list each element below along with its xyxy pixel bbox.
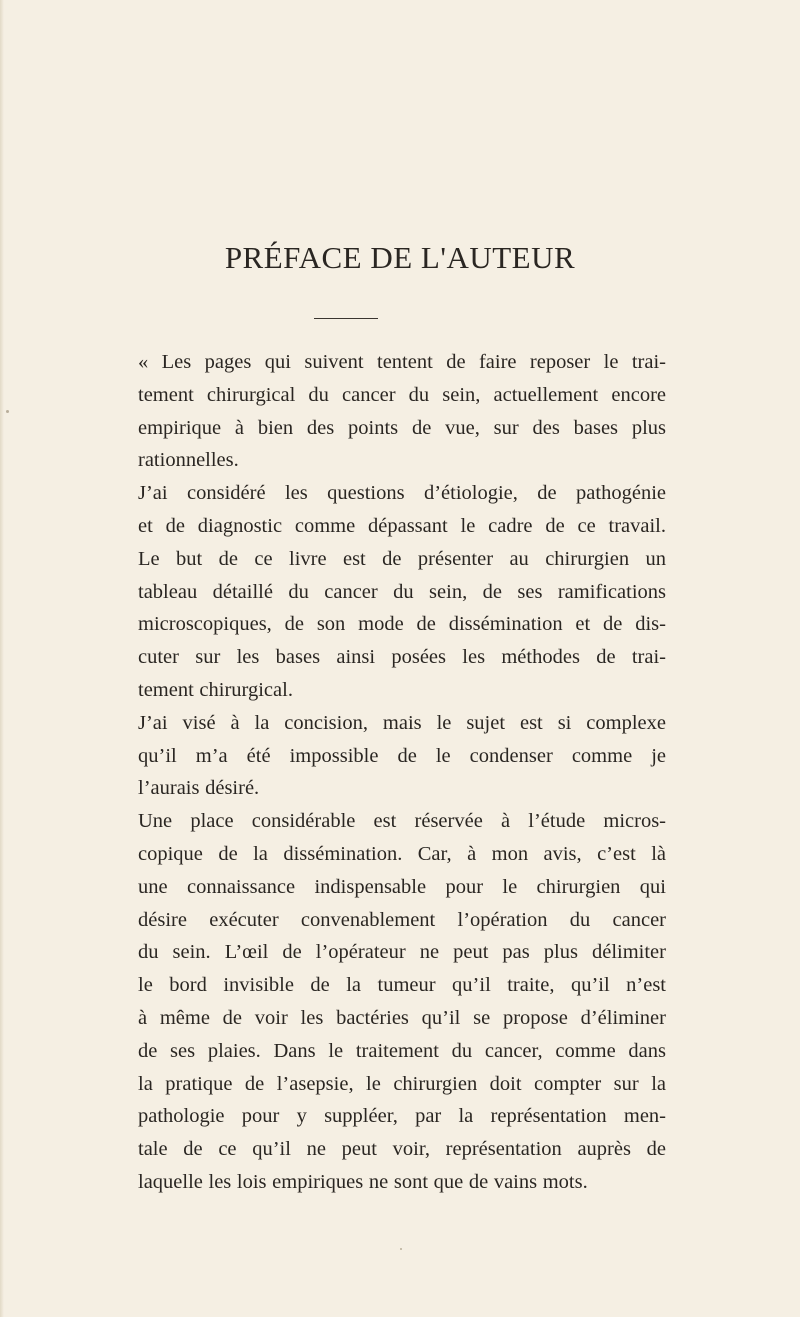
preface-body [138,346,666,1199]
text-line: J’ai visé à la concision, mais le sujet est si complexe [138,711,666,734]
text-line: l’aurais désiré. [138,777,260,800]
text-line: à même de voir les bactéries qu’il se propose d’éliminer [138,1006,666,1029]
speck [6,410,9,413]
text-line: empirique à bien des points de vue, sur des bases plus [138,416,666,439]
paragraph [138,346,666,477]
text-line: pathologie pour y suppléer, par la représentation men- [138,1105,666,1128]
text-line: et de diagnostic comme dépassant le cadre de ce travail. [138,514,666,537]
page-edge [0,0,4,1317]
paragraph [138,477,666,707]
text-line: tableau détaillé du cancer du sein, de ses ramifications [138,580,666,603]
text-line: « Les pages qui suivent tentent de faire reposer le trai- [138,351,666,373]
text-line: J’ai considéré les questions d’étiologie, de pathogénie [138,482,666,505]
text-line: qu’il m’a été impossible de le condenser comme je [138,744,666,767]
text-line: une connaissance indispensable pour le chirurgien qui [138,875,666,898]
text-line: tement chirurgical. [138,678,293,701]
speck [400,1248,402,1250]
text-line: rationnelles. [138,449,239,472]
text-line: désire exécuter convenablement l’opération du cancer [138,908,666,931]
text-line: Une place considérable est réservée à l’étude micros- [138,810,666,833]
text-line: la pratique de l’asepsie, le chirurgien doit compter sur la [138,1072,666,1095]
title-divider [314,318,378,319]
text-line: cuter sur les bases ainsi posées les méthodes de trai- [138,646,666,669]
text-line: du sein. L’œil de l’opérateur ne peut pas plus délimiter [138,941,666,964]
text-line: tement chirurgical du cancer du sein, actuellement encore [138,383,666,406]
text-line: le bord invisible de la tumeur qu’il traite, qu’il n’est [138,974,666,997]
text-line: de ses plaies. Dans le traitement du cancer, comme dans [138,1039,666,1062]
text-line: Le but de ce livre est de présenter au chirurgien un [138,547,666,570]
paragraph [138,707,666,805]
text-line: microscopiques, de son mode de dissémination et de dis- [138,613,666,636]
text-line: laquelle les lois empiriques ne sont que de vains mots. [138,1170,588,1193]
text-line: copique de la dissémination. Car, à mon avis, c’est là [138,842,666,865]
paragraph [138,805,666,1199]
page-title: PRÉFACE DE L'AUTEUR [224,240,576,275]
text-line: tale de ce qu’il ne peut voir, représentation auprès de [138,1138,666,1161]
